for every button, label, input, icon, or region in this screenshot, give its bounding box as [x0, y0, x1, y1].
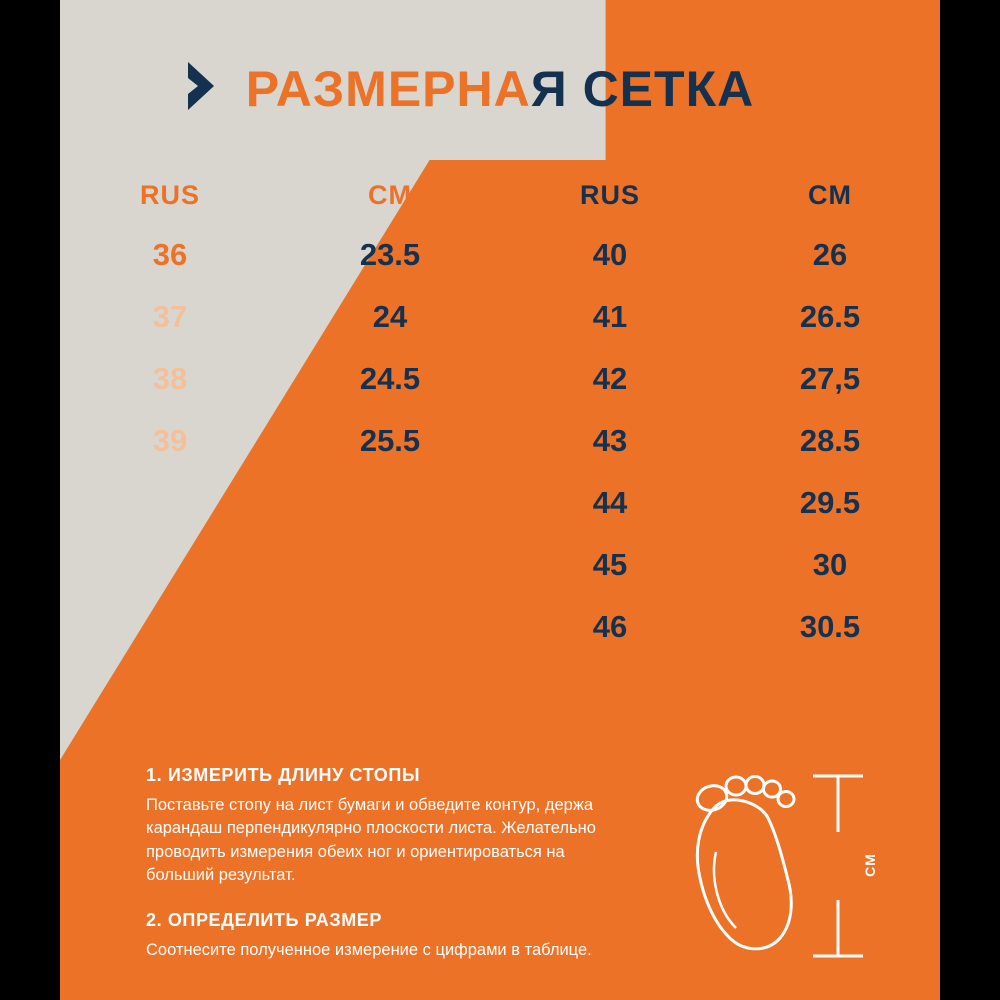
cell-rus: 37: [152, 299, 188, 334]
chevron-left-icon: [768, 58, 816, 119]
table-row: [60, 237, 500, 273]
table-row: [500, 299, 940, 335]
page-title: [60, 58, 940, 119]
table-row: [500, 547, 940, 583]
cell-cm: 24.5: [359, 361, 421, 396]
cell-rus: 41: [592, 299, 628, 334]
table-header-row: [500, 180, 940, 211]
diagram-unit-label: CM: [862, 853, 879, 877]
title-text-navy: Я СЕТКА: [530, 60, 755, 117]
cell-rus: 46: [592, 609, 628, 644]
cell-cm: 30.5: [799, 609, 861, 644]
poster-content: [60, 0, 940, 1000]
column-header-rus: RUS: [139, 180, 200, 210]
table-row: [60, 299, 500, 335]
instruction-step2-text: Соотнесите полученное измерение с цифрами в таблице.: [146, 940, 592, 959]
cell-rus: 40: [592, 237, 628, 272]
table-row: [500, 361, 940, 397]
size-chart-poster: [60, 0, 940, 1000]
table-row: [500, 485, 940, 521]
column-header-rus: RUS: [579, 180, 640, 210]
cell-rus: 38: [152, 361, 188, 396]
instruction-step1-text: Поставьте стопу на лист бумаги и обведите контур, держа карандаш перпендикулярно плоскости листа. Желательно проводить измерения обеих ног и ориентироваться на больший результат.: [146, 795, 596, 885]
cell-cm: 28.5: [799, 423, 861, 458]
table-row: [60, 423, 500, 459]
cell-cm: 26: [812, 237, 848, 272]
cell-cm: 30: [812, 547, 848, 582]
cell-rus: 45: [592, 547, 628, 582]
footprint-icon: [658, 760, 888, 970]
size-tables: [60, 180, 940, 645]
cell-cm: 27,5: [799, 361, 861, 396]
cell-cm: 29.5: [799, 485, 861, 520]
instruction-step2-title: 2. ОПРЕДЕЛИТЬ РАЗМЕР: [146, 909, 382, 930]
column-header-cm: CM: [808, 180, 852, 210]
table-row: [60, 361, 500, 397]
column-header-cm: CM: [368, 180, 412, 210]
table-row: [500, 237, 940, 273]
chevron-right-icon: [184, 58, 232, 119]
table-header-row: [60, 180, 500, 211]
cell-rus: 39: [152, 423, 188, 458]
foot-measure-diagram: [658, 760, 888, 970]
right-size-table: [500, 180, 940, 645]
instructions-block: [146, 765, 616, 962]
table-row: [500, 609, 940, 645]
instruction-step1-title: 1. ИЗМЕРИТЬ ДЛИНУ СТОПЫ: [146, 764, 421, 785]
cell-rus: 43: [592, 423, 628, 458]
cell-cm: 25.5: [359, 423, 421, 458]
cell-rus: 42: [592, 361, 628, 396]
title-text-orange: РАЗМЕРНА: [245, 60, 531, 117]
title-text: [246, 60, 754, 118]
table-row: [500, 423, 940, 459]
left-size-table: [60, 180, 500, 645]
cell-cm: 24: [372, 299, 408, 334]
cell-cm: 26.5: [799, 299, 861, 334]
cell-rus: 36: [152, 237, 188, 272]
cell-rus: 44: [592, 485, 628, 520]
cell-cm: 23.5: [359, 237, 421, 272]
